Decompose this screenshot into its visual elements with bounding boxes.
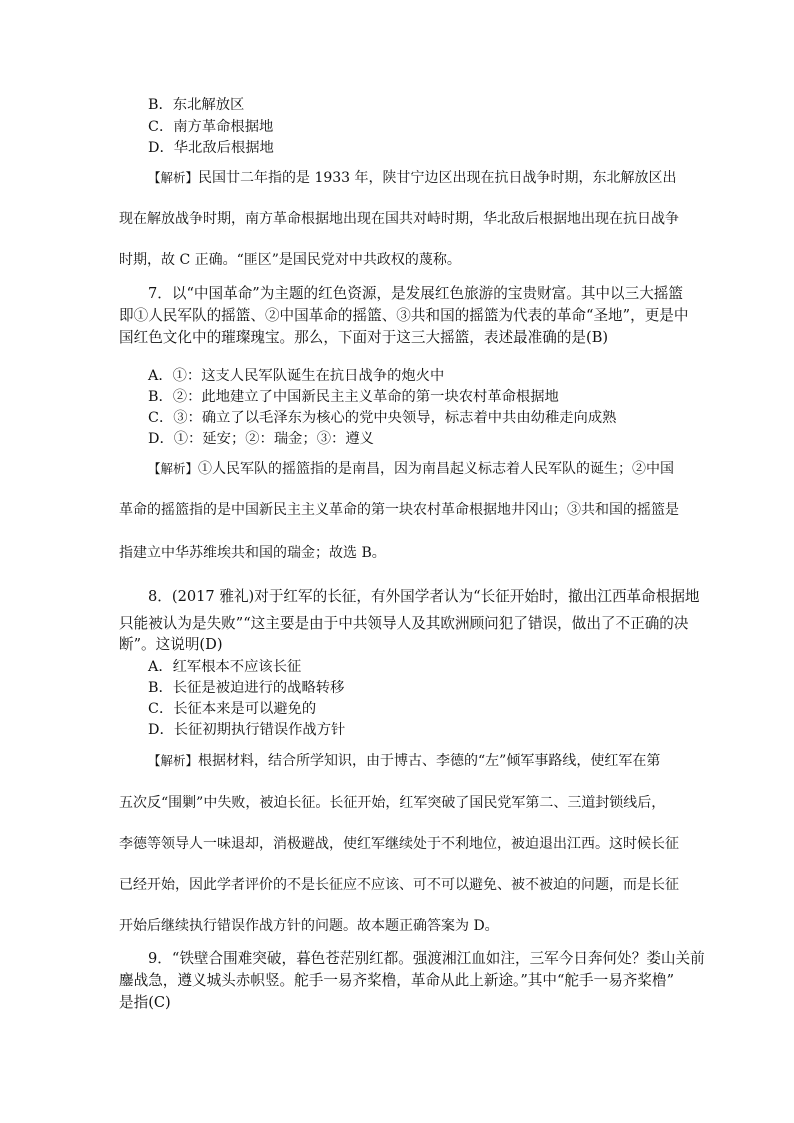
q8-option-c: C．长征本来是可以避免的: [148, 701, 317, 717]
q7-analysis-line-2: 革命的摇篮指的是中国新民主主义革命的第一块农村革命根据地井冈山；③共和国的摇篮是: [119, 502, 679, 518]
q7-option-c: C．③：确立了以毛泽东为核心的党中央领导，标志着中共由幼稚走向成熟: [148, 410, 617, 426]
q6-analysis-line-1: [148, 168, 677, 188]
analysis-text: ①人民军队的摇篮指的是南昌，因为南昌起义标志着人民军队的诞生；②中国: [198, 461, 675, 477]
q7-stem-line-3: 国红色文化中的璀璨瑰宝。那么，下面对于这三大摇篮，表述最准确的是(B): [119, 329, 609, 346]
q7-option-a: A．①：这支人民军队诞生在抗日战争的炮火中: [148, 368, 445, 384]
q6-option-d: D．华北敌后根据地: [148, 140, 274, 156]
analysis-text: 根据材料，结合所学知识，由于博古、李德的“左”倾军事路线，使红军在第: [198, 753, 661, 769]
q8-analysis-line-1: [148, 751, 660, 771]
q8-analysis-line-5: 开始后继续执行错误作战方针的问题。故本题正确答案为 D。: [119, 918, 499, 934]
q8-stem-line-1: 8．(2017 雅礼)对于红军的长征，有外国学者认为“长征开始时，撤出江西革命根据地: [148, 588, 700, 605]
q8-analysis-line-3: 李德等领导人一味退却，消极避战，使红军继续处于不利地位，被迫退出江西。这时候长征: [119, 836, 679, 852]
q8-option-d: D．长征初期执行错误作战方针: [148, 722, 346, 738]
q9-stem-line-2: 鏖战急，遵义城头赤帜竖。舵手一易齐桨橹，革命从此上新途。”其中“舵手一易齐桨橹”: [119, 972, 675, 989]
q8-option-b: B．长征是被迫进行的战略转移: [148, 680, 345, 696]
q8-analysis-line-4: 已经开始，因此学者评价的不是长征应不应该、可不可以避免、被不被迫的问题，而是长征: [119, 877, 679, 893]
q6-option-c: C．南方革命根据地: [148, 119, 274, 135]
analysis-tag: 【解析】: [148, 170, 199, 185]
q7-analysis-line-1: [148, 459, 674, 479]
q9-stem-line-3: 是指(C): [119, 994, 171, 1011]
q7-stem-line-2: 即①人民军队的摇篮、②中国革命的摇篮、③共和国的摇篮为代表的革命“圣地”，更是中: [119, 307, 689, 324]
q7-analysis-line-3: 指建立中华苏维埃共和国的瑞金；故选 B。: [119, 545, 386, 561]
q8-stem-line-2: 只能被认为是失败”“这主要是由于中共领导人及其欧洲顾问犯了错误，做出了不正确的决: [119, 615, 689, 632]
q7-option-b: B．②：此地建立了中国新民主主义革命的第一块农村革命根据地: [148, 389, 559, 405]
analysis-text: 民国廿二年指的是 1933 年，陕甘宁边区出现在抗日战争时期，东北解放区出: [198, 170, 677, 186]
q6-analysis-line-3: 时期，故 C 正确。“匪区”是国民党对中共政权的蔑称。: [119, 252, 461, 268]
q8-analysis-line-2: 五次反“围剿”中失败，被迫长征。长征开始，红军突破了国民党军第二、三道封锁线后，: [119, 795, 666, 811]
q8-stem-line-3: 断”。这说明(D): [119, 636, 223, 653]
q6-analysis-line-2: 现在解放战争时期，南方革命根据地出现在国共对峙时期，华北敌后根据地出现在抗日战争: [119, 211, 679, 227]
analysis-tag: 【解析】: [148, 753, 199, 768]
q7-stem-line-1: 7．以“中国革命”为主题的红色资源，是发展红色旅游的宝贵财富。其中以三大摇篮: [148, 285, 683, 302]
q9-stem-line-1: 9．“铁壁合围难突破，暮色苍茫别红都。强渡湘江血如注，三军今日奔何处？娄山关前: [148, 950, 705, 967]
q6-option-b: B．东北解放区: [148, 97, 245, 113]
analysis-tag: 【解析】: [148, 461, 199, 476]
q7-option-d: D．①：延安；②：瑞金；③：遵义: [148, 431, 374, 447]
q8-option-a: A．红军根本不应该长征: [148, 659, 302, 675]
